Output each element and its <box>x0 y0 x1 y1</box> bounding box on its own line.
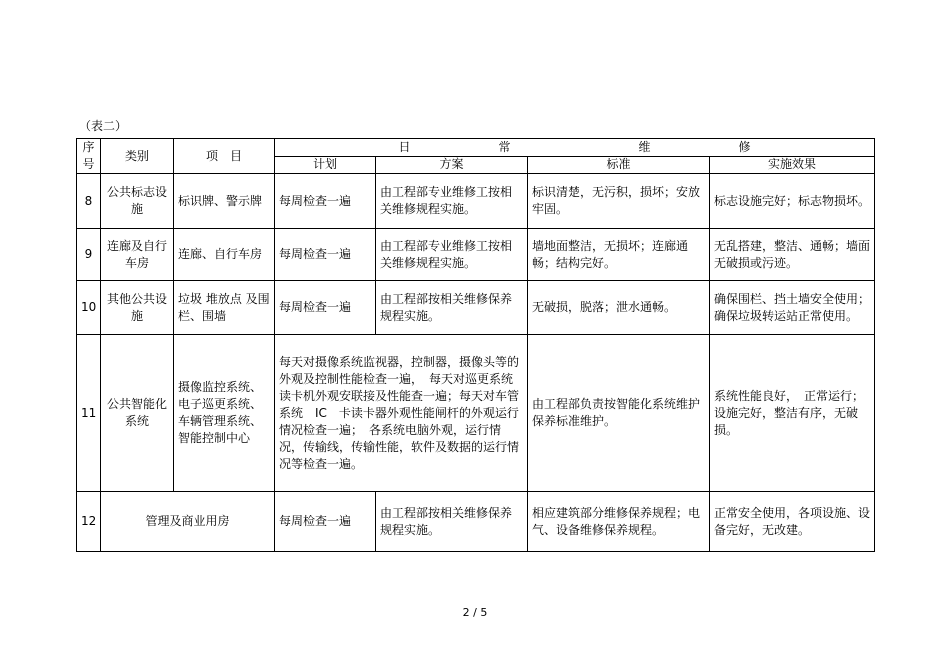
row-item: 摄像监控系统、电子巡更系统、车辆管理系统、智能控制中心 <box>174 335 275 492</box>
row-standard: 标识清楚，无污积，损坏；安放牢固。 <box>528 174 710 229</box>
table-caption: （表二） <box>79 119 128 133</box>
table-row <box>77 492 875 552</box>
row-no: 10 <box>77 281 101 335</box>
row-item: 标识牌、警示牌 <box>174 174 275 229</box>
row-plan: 每周检查一遍 <box>275 492 376 552</box>
daily-char-1: 日 <box>398 139 411 154</box>
row-plan: 每周检查一遍 <box>275 229 376 281</box>
table-row <box>77 335 875 492</box>
header-standard: 标准 <box>528 156 710 174</box>
header-row-1 <box>77 139 875 157</box>
row-effect: 系统性能良好， 正常运行；设施完好，整洁有序，无破损。 <box>710 335 875 492</box>
page-number: 2 / 5 <box>462 606 488 619</box>
row-plan: 每周检查一遍 <box>275 281 376 335</box>
header-plan: 计划 <box>275 156 376 174</box>
header-category: 类别 <box>101 139 174 174</box>
table-row <box>77 174 875 229</box>
daily-char-4: 修 <box>738 139 751 154</box>
row-standard: 由工程部负责按智能化系统维护保养标准维护。 <box>528 335 710 492</box>
row-no: 8 <box>77 174 101 229</box>
row-category: 其他公共设施 <box>101 281 174 335</box>
row-scheme: 由工程部按相关维修保养规程实施。 <box>376 492 528 552</box>
header-seq: 序号 <box>77 139 101 174</box>
row-standard: 无破损，脱落；泄水通畅。 <box>528 281 710 335</box>
row-effect: 确保围栏、挡土墙安全使用；确保垃圾转运站正常使用。 <box>710 281 875 335</box>
maintenance-table <box>76 138 875 552</box>
row-effect: 正常安全使用，各项设施、设备完好，无改建。 <box>710 492 875 552</box>
row-item: 连廊、自行车房 <box>174 229 275 281</box>
row-plan: 每天对摄像系统监视器，控制器，摄像头等的外观及控制性能检查一遍， 每天对巡更系统读卡机外观安联接及性能查一遍；每天对车管系统 IC 卡读卡器外观性能闸杆的外观运行情况检查一遍； 各系统电脑外观，运行情况，传输线，传输性能，软件及数据的运行情况等检查一遍。 <box>275 335 528 492</box>
table-row <box>77 281 875 335</box>
row-category: 公共智能化系统 <box>101 335 174 492</box>
row-category: 公共标志设施 <box>101 174 174 229</box>
header-effect: 实施效果 <box>710 156 875 174</box>
row-plan: 每周检查一遍 <box>275 174 376 229</box>
daily-char-2: 常 <box>498 139 511 154</box>
header-daily-maintenance <box>275 139 875 157</box>
row-no: 12 <box>77 492 101 552</box>
row-category: 管理及商业用房 <box>101 492 275 552</box>
row-item: 垃圾 堆放点 及围栏、围墙 <box>174 281 275 335</box>
table-row <box>77 229 875 281</box>
row-effect: 无乱搭建，整洁、通畅；墙面无破损或污迹。 <box>710 229 875 281</box>
row-scheme: 由工程部专业维修工按相关维修规程实施。 <box>376 174 528 229</box>
row-standard: 相应建筑部分维修保养规程；电气、设备维修保养规程。 <box>528 492 710 552</box>
row-effect: 标志设施完好；标志物损坏。 <box>710 174 875 229</box>
row-no: 9 <box>77 229 101 281</box>
row-scheme: 由工程部专业维修工按相关维修规程实施。 <box>376 229 528 281</box>
row-standard: 墙地面整洁，无损坏；连廊通畅；结构完好。 <box>528 229 710 281</box>
header-item: 项 目 <box>174 139 275 174</box>
header-scheme: 方案 <box>376 156 528 174</box>
daily-char-3: 维 <box>638 139 651 154</box>
row-category: 连廊及自行车房 <box>101 229 174 281</box>
row-scheme: 由工程部按相关维修保养规程实施。 <box>376 281 528 335</box>
row-no: 11 <box>77 335 101 492</box>
